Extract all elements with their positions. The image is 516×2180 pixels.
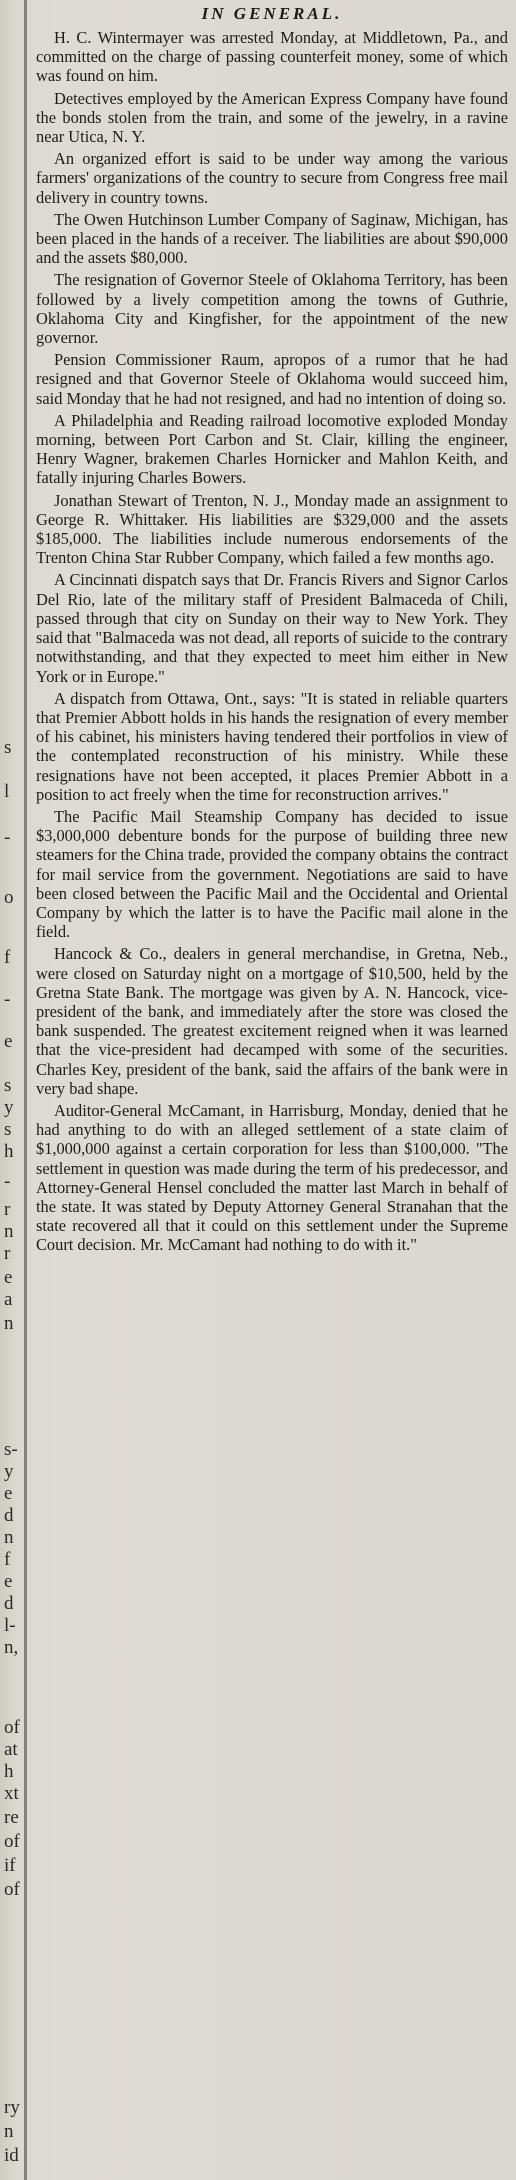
- fragment-text: d: [4, 1505, 14, 1526]
- news-item: The Pacific Mail Steamship Company has decided to issue $3,000,000 debenture bonds for the purpose of building three new steamers for the China trade, provided the company obtains the contract for mail service from the government. Negotiations are said to have been closed between the Pacific Mail and the Occidental and Oriental Company by which the latter is to have the Pacific mail alone in the field.: [36, 806, 508, 942]
- fragment-text: l-: [4, 1615, 16, 1636]
- fragment-text: of: [4, 1831, 20, 1852]
- fragment-text: e: [4, 1483, 13, 1504]
- news-item: The Owen Hutchinson Lumber Company of Saginaw, Michigan, has been placed in the hands of a receiver. The liabilities are about $90,000 and the assets $80,000.: [36, 209, 508, 268]
- fragment-text: xt: [4, 1783, 19, 1804]
- fragment-text: f: [4, 1549, 11, 1570]
- news-item: An organized effort is said to be under way among the various farmers' organizations of the country to secure from Congress free mail delivery in country towns.: [36, 149, 508, 207]
- fragment-text: ry: [4, 2097, 20, 2118]
- fragment-text: y: [4, 1097, 14, 1118]
- fragment-text: l: [4, 781, 10, 802]
- column-rule: [24, 0, 27, 2180]
- news-item: H. C. Wintermayer was arrested Monday, at Middletown, Pa., and committed on the charge of passing counterfeit money, some of which was found on him.: [36, 28, 508, 86]
- fragment-text: d: [4, 1593, 14, 1614]
- fragment-text: e: [4, 1031, 13, 1052]
- fragment-text: at: [4, 1739, 18, 1760]
- section-heading: IN GENERAL.: [201, 4, 343, 23]
- news-item: A dispatch from Ottawa, Ont., says: "It is stated in reliable quarters that Premier Abbott holds in his hands the resignation of every member of his cabinet, his ministers having tendered their portfolios in view of the contemplated reconstruction of his ministry. While these resignations have not been accepted, it places Premier Abbott in a position to act freely when the time for reconstruction arrives.": [36, 688, 508, 804]
- fragment-text: s-: [4, 1439, 18, 1460]
- fragment-text: r: [4, 1243, 11, 1264]
- news-item: A Cincinnati dispatch says that Dr. Francis Rivers and Signor Carlos Del Rio, late of the military staff of President Balmaceda of Chili, passed through that city on Sunday on their way to New York. They said that "Balmaceda was not dead, all reports of suicide to the contrary notwithstanding, and that they expected to meet him either in New York or in Europe.": [36, 570, 508, 686]
- fragment-text: s: [4, 1119, 12, 1140]
- fragment-text: e: [4, 1571, 13, 1592]
- news-item: The resignation of Governor Steele of Oklahoma Territory, has been followed by a lively competition among the towns of Guthrie, Oklahoma City and Kingfisher, for the appointment of the new governor.: [36, 270, 508, 348]
- fragment-text: s: [4, 1075, 12, 1096]
- fragment-text: of: [4, 1717, 20, 1738]
- fragment-text: n,: [4, 1637, 19, 1658]
- fragment-text: e: [4, 1267, 13, 1288]
- news-item: Hancock & Co., dealers in general merchandise, in Gretna, Neb., were closed on Saturday night on a mortgage of $10,500, held by the Gretna State Bank. The mortgage was given by A. N. Hancock, vice-president of the bank, and immediately after the store was closed the bank suspended. The greatest excitement reigned when it was learned that the vice-president had decamped with some of the securities. Charles Key, president of the bank, said the affairs of the bank were in very bad shape.: [36, 944, 508, 1098]
- fragment-text: id: [4, 2145, 19, 2166]
- fragment-text: h: [4, 1141, 14, 1162]
- fragment-text: o: [4, 887, 14, 908]
- fragment-text: n: [4, 1221, 14, 1242]
- fragment-text: a: [4, 1289, 13, 1310]
- news-column: [36, 4, 508, 1258]
- news-item: Jonathan Stewart of Trenton, N. J., Monday made an assignment to George R. Whittaker. His liabilities are $329,000 and the assets $185,000. The liabilities include numerous endorsements of the Trenton China Star Rubber Company, which failed a few months ago.: [36, 490, 508, 568]
- fragment-text: -: [4, 989, 11, 1010]
- fragment-text: re: [4, 1807, 19, 1828]
- news-item: Detectives employed by the American Express Company have found the bonds stolen from the train, and some of the jewelry, in a ravine near Utica, N. Y.: [36, 88, 508, 147]
- fragment-text: r: [4, 1199, 11, 1220]
- news-item: A Philadelphia and Reading railroad locomotive exploded Monday morning, between Port Carbon and St. Clair, killing the engineer, Henry Wagner, brakemen Charles Hornicker and Mahlon Keith, and fatally injuring Charles Bowers.: [36, 410, 508, 488]
- fragment-text: if: [4, 1855, 16, 1876]
- fragment-text: y: [4, 1461, 14, 1482]
- fragment-text: h: [4, 1761, 14, 1782]
- fragment-text: n: [4, 1313, 14, 1334]
- fragment-text: -: [4, 1171, 11, 1192]
- news-item: Auditor-General McCamant, in Harrisburg, Monday, denied that he had anything to do with an alleged settlement of a state claim of $1,000,000 against a certain corporation for less than $100,000. "The settlement in question was made during the term of his predecessor, and Attorney-General Hensel concluded the matter last March in behalf of the state. It was stated by Deputy Attorney General Stranahan that the state recovered all that it could on this settlement under the Supreme Court decision. Mr. McCamant had nothing to do with it.": [36, 1100, 508, 1255]
- fragment-text: s: [4, 737, 12, 758]
- fragment-text: of: [4, 1879, 20, 1900]
- fragment-text: f: [4, 947, 11, 968]
- fragment-text: n: [4, 2121, 14, 2142]
- news-item: Pension Commissioner Raum, apropos of a rumor that he had resigned and that Governor Steele of Oklahoma would succeed him, said Monday that he had not resigned, and had no intention of doing so.: [36, 350, 508, 408]
- fragment-text: -: [4, 827, 11, 848]
- fragment-text: n: [4, 1527, 14, 1548]
